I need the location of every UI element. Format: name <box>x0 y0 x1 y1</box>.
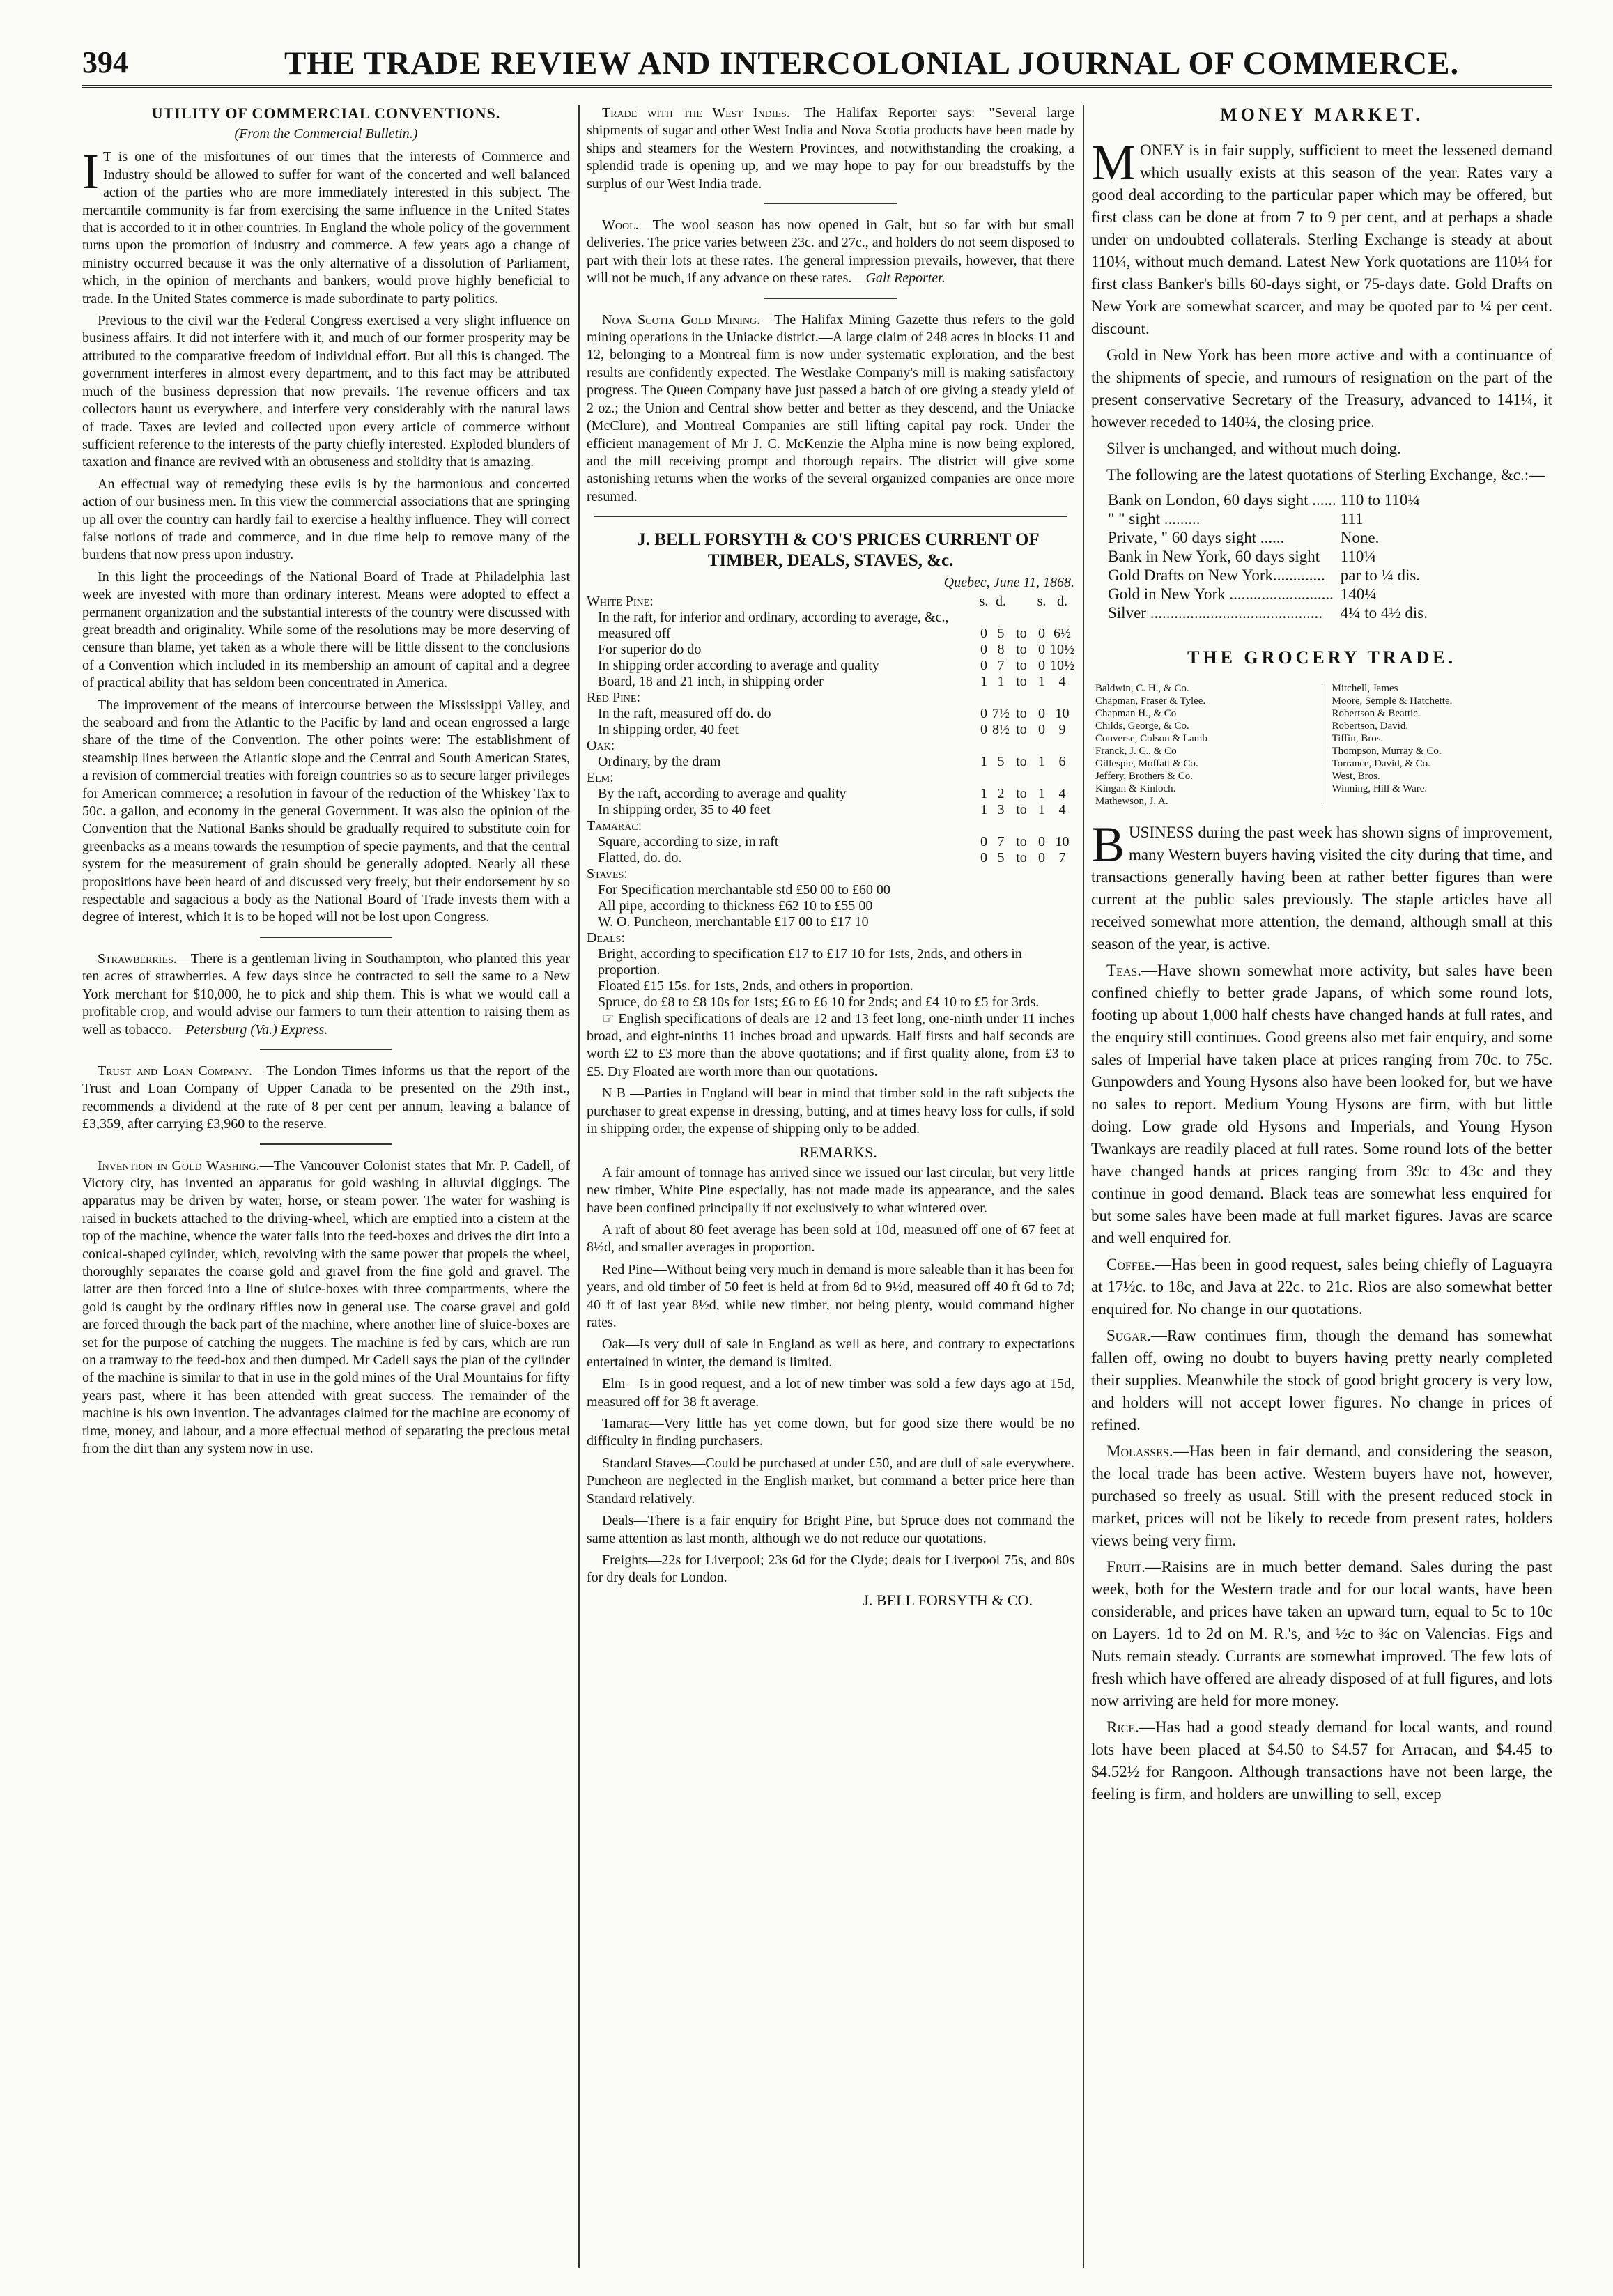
column-1 <box>82 105 570 2275</box>
column-rule <box>578 105 580 2268</box>
grocery-fruit: Fruit.—Raisins are in much better demand. Sales during the past week, both for the Western trade and for our local wants, have been considerable, and prices have taken an upward turn, equal to 5c to 10c on Layers. 1d to 2d on M. R.'s, and ½c to ¾c on Valencias. Figs and Nuts remain steady. Currants are somewhat improved. The few lots of fresh which have offered are already disposed of at full figures, and lots now arriving are held for more money. <box>1091 1558 1552 1709</box>
quotation-row: Gold in New York .......................... 140¼ <box>1108 585 1377 603</box>
pointing-hand-icon: ☞ <box>602 1010 619 1026</box>
prices-note: ☞ English specifications of deals are 12 and 13 feet long, one-ninth under 11 inches broad, and eight-ninths 11 inches broad and upwards. Half firsts and half seconds are worth £2 to £3 more than the above quotations; and if first quality alone, from £3 to £5. Dry Floated are worth more than our quotations. <box>587 1010 1074 1079</box>
article-paragraph: The improvement of the means of intercourse between the Mississippi Valley, and the seaboard and from the Atlantic to the Pacific by land and ocean engrossed a large share of the time of the Convention. The other points were: The establishment of steamship lines between the Atlantic slope and the Central and South American States, a revision of commercial treaties with foreign countries so as to secure larger privileges for American commerce; a resolution in favour of the reduction of the Whiskey Tax to 50c. a gallon, and economy in the general Government. It was also the opinion of the Convention that the National Banks should be gradually required to substitute coin for greenbacks as a means towards the resumption of specie payments, and that the central system for the measurement of grain should be generally adopted. Nearly all these propositions have been heard of and discussed very freely, but their endorsement by so respectable and sagacious a body as the National Board of Trade invests them with a degree of interest, which it is to be hoped will not be lost upon Congress. <box>82 697 570 925</box>
table-row: In shipping order, 35 to 40 feet 1 3 to 1 4 <box>598 801 1066 817</box>
table-row: In shipping order, 40 feet 0 8½ to 0 9 <box>598 721 1066 737</box>
table-row: All pipe, according to thickness £62 10 to £55 00 <box>598 897 873 914</box>
grocery-teas: Teas.—Have shown somewhat more activity, but sales have been confined chiefly to better grade Japans, of which some round lots, footing up about 1,000 half chests have changed hands at full rates, and the enquiry still continues. Good greens also met fair enquiry, and some sales of Imperial have taken place at prices ranging from 70c. to 75c. Gunpowders and Young Hysons also have been looked for, but we have no sales to report. Medium Young Hysons are firm, with but little doing. Low grade old Hysons and Imperials, and Young Hyson Twankays are readily placed at full rates. Some round lots of the better have changed hands at prices ranging from 39c to 43c and they continue in good demand. Black teas are somewhat less enquired for but some sales have been made at full market figures. Javas are scarce and well enquired for. <box>1091 962 1552 1247</box>
article-paragraph: An effectual way of remedying these evils is by the harmonious and concerted action of our business men. In this view the commercial associations that are springing up all over the country can hardly fail to exercise a healthy influence. They will correct false notions of trade and commerce, and in due time help to remove many of the burdens that now press upon industry. <box>82 476 570 563</box>
remarks-paragraph: Freights—22s for Liverpool; 23s 6d for the Clyde; deals for Liverpool 75s, and 80s for dry deals for London. <box>587 1552 1074 1586</box>
article-paragraph: Silver is unchanged, and without much doing. <box>1106 440 1401 457</box>
grocery-coffee: Coffee.—Has been in good request, sales being chiefly of Laguayra at 17½c. to 18c, and Java at 22c. to 21c. Rios are also somewhat better enquired for. No change in our quotations. <box>1091 1256 1552 1318</box>
sterling-quotations <box>1108 491 1432 622</box>
remarks-paragraph: A fair amount of tonnage has arrived since we issued our last circular, but very little new timber, White Pine especially, has not made made its appearance, and the sales have been confined principally if not exclusively to what wintered over. <box>587 1164 1074 1216</box>
money-market-title: MONEY MARKET. <box>1220 105 1423 125</box>
remarks-paragraph: Tamarac—Very little has yet come down, but for good size there would be no difficulty in finding purchasers. <box>587 1416 1074 1449</box>
quotation-row: Silver ........................................... 4¼ to 4½ dis. <box>1108 604 1428 622</box>
quotation-row: Gold Drafts on New York............. par to ¼ dis. <box>1108 567 1421 584</box>
news-item-nova-scotia: Nova Scotia Gold Mining.—The Halifax Mining Gazette thus refers to the gold mining operations in the Uniacke district.—A large claim of 248 acres in blocks 11 and 12, belonging to a Montreal firm is now under systematic exploration, and the best results are confidently expected. The Westlake Company's mill is making satisfactory progress. The Queen Company have just passed a batch of ore giving a steady yield of 2 oz.; the Union and Central show better and better as they descend, and the Uniacke (McClure), and Montreal Companies are still lifting capital pay rock. Under the efficient management of Mr J. C. McKenzie the Alpha mine is now being explored, and the mill receiving prompt and thorough repairs. The district will give some astonishing returns when the works of the several organized companies are once more resumed. <box>587 311 1074 504</box>
article-paragraph: The following are the latest quotations of Sterling Exchange, &c.:— <box>1106 466 1545 484</box>
quotation-row: Private, " 60 days sight ...... None. <box>1108 529 1380 546</box>
table-row: By the raft, according to average and quality 1 2 to 1 4 <box>598 785 1066 801</box>
table-row: Ordinary, by the dram 1 5 to 1 6 <box>598 753 1066 769</box>
news-item-gold-washing: Invention in Gold Washing.—The Vancouver Colonist states that Mr. P. Cadell, of Victory city, has invented an apparatus for gold washing in alluvial diggings. The apparatus may be driven by water, horse, or steam power. The water for washing is raised in buckets attached to the driving-wheel, which are emptied into a cistern at the top of the machine, whence the water falls into the feed-boxes and drives the dirt into a conical-shaped cylinder, which, revolving with the same power that propels the wheel, thoroughly separates the coarse gold and gravel from the fine gold and gravel. The latter are then forced into a line of sluice-boxes with three compartments, where the gold is caught by the ordinary riffles now in general use. The coarse gravel and gold are forced through the back part of the machine, where another line of sluice-boxes are set for the purpose of catching the nuggets. The machine is fed by cars, which are run on a tramway to the feed-box and then dumped. Mr Cadell says the plan of the cylinder of the machine is similar to that in use in the gold mines of the Ural Mountains for fifty years past, where it has been attended with great success. The remainder of the machine is his own invention. The advantages claimed for the machine are economy of time, money, and labour, and a more effectual method of separating the precious metal from the dirt than any system now in use. <box>82 1157 570 1457</box>
article-source: (From the Commercial Bulletin.) <box>234 126 418 141</box>
quotation-row: Bank on London, 60 days sight ...... 110 to 110¼ <box>1108 491 1420 509</box>
article-title: UTILITY OF COMMERCIAL CONVENTIONS. <box>151 105 501 122</box>
table-row: Flatted, do. do. 0 5 to 0 7 <box>598 849 1066 865</box>
table-row: Floated £15 15s. for 1sts, 2nds, and others in proportion. <box>598 978 913 994</box>
drop-cap: M <box>1091 134 1136 190</box>
news-item-wool: Wool.—The wool season has now opened in Galt, but so far with but small deliveries. The price varies between 23c. and 27c., and holders do not seem disposed to part with their lots at these rates. The general impression prevails, however, that there will not be much, if any advance on these rates.—Galt Reporter. <box>587 217 1074 286</box>
firm-row: Franck, J. C., & Co Thompson, Murray & Co. <box>1091 745 1552 757</box>
table-row: Spruce, do £8 to £8 10s for 1sts; £6 to £6 10 for 2nds; and £4 10 to £5 for 3rds. <box>598 994 1040 1010</box>
table-row: Bright, according to specification £17 to £17 10 for 1sts, 2nds, and others in proportion. <box>598 946 1022 978</box>
prices-table: White Pine: s. d. s. d. In the raft, for inferior and ordinary, according to average, &c., measured off 0 5 to 0 6½ For superior do do 0 8 to 0 10½ In shipping order according to average and quality 0 7 to 0 10½ Board, 18 and 21 inch, in shipping order 1 1 to 1 4 Red Pine: In the raft, measured off do. do 0 7½ to 0 10 In shipping order, 40 feet 0 8½ to 0 9 Oak: Ordinary, by the dram 1 5 to 1 6 Elm: By the raft, according to average and quality 1 2 to 1 4 In shipping order, 35 to 40 feet 1 3 to 1 4 Tamarac: Square, according to size, in raft 0 7 to 0 10 Flatted, do. do. 0 5 to 0 7 Staves: For Specification merchantable std £50 00 to £60 00 All pipe, according to thickness £62 10 to £55 00 W. O. Puncheon, merchantable £17 00 to £17 10 Deals: Bright, according to specification £17 to £17 10 for 1sts, 2nds, and others in proportion. Floated £15 15s. for 1sts, 2nds, and others in proportion. Spruce, do £8 to £8 10s for 1sts; £6 to £6 10 for 2nds; and £4 10 to £5 for 3rds. <box>587 593 1074 1010</box>
article-paragraph: BUSINESS during the past week has shown signs of improvement, many Western buyers having visited the city during that time, and transactions generally having been at rather better figures than were current at the public sales previously. The staple articles have all received somewhat more attention, the demand, although small at this season of the year, is active. <box>1091 817 1552 953</box>
journal-title: THE TRADE REVIEW AND INTERCOLONIAL JOURNAL OF COMMERCE. <box>284 45 1460 82</box>
separator <box>260 1049 392 1050</box>
table-row: For Specification merchantable std £50 00 to £60 00 <box>598 881 890 897</box>
separator <box>260 1143 392 1145</box>
grocery-rice: Rice.—Has had a good steady demand for local wants, and round lots have been placed at $4.50 to $4.57 for Arracan, and $4.45 to $4.52½ for Rangoon. Although transactions have not been large, the feeling is firm, and holders are unwilling to sell, excep <box>1091 1718 1552 1803</box>
page-number: 394 <box>82 45 128 79</box>
separator <box>594 516 1067 517</box>
article-paragraph: Gold in New York has been more active and with a continuance of the shipments of specie, and rumours of resignation on the part of the present conservative Secretary of the Treasury, advanced to 141¼, it however receded to 140¼, the closing price. <box>1091 346 1552 431</box>
signature: J. BELL FORSYTH & CO. <box>863 1591 1033 1609</box>
separator <box>764 298 897 299</box>
firm-row: Kingan & Kinloch. Winning, Hill & Ware. <box>1091 783 1552 795</box>
remarks-paragraph: A raft of about 80 feet average has been sold at 10d, measured off one of 67 feet at 8½d, and smaller averages in proportion. <box>587 1222 1074 1256</box>
firm-row: Mathewson, J. A. <box>1091 795 1552 808</box>
table-row: W. O. Puncheon, merchantable £17 00 to £17 10 <box>598 914 869 930</box>
news-item-strawberries: Strawberries.—There is a gentleman living in Southampton, who planted this year ten acres of strawberries. A few days since he contracted to sell the same to a New York merchant for $10,000, he to pick and ship them. This is what we would call a profitable crop, and would advise our farmers to turn their attention to raising them as well as tobacco.—Petersburg (Va.) Express. <box>82 950 570 1038</box>
firm-row: Chapman, Fraser & Tylee. Moore, Semple & Hatchette. <box>1091 695 1552 707</box>
table-row: In shipping order according to average and quality 0 7 to 0 10½ <box>598 657 1074 673</box>
firm-row: Jeffery, Brothers & Co. West, Bros. <box>1091 770 1552 783</box>
remarks-paragraph: Standard Staves—Could be purchased at under £50, and are dull of sale everywhere. Puncheon are neglected in the English market, but command a better price here than Standard relatively. <box>587 1455 1074 1507</box>
table-row: Board, 18 and 21 inch, in shipping order 1 1 to 1 4 <box>598 673 1066 689</box>
prices-current-date: Quebec, June 11, 1868. <box>943 575 1074 591</box>
page-header <box>82 42 1552 88</box>
remarks-paragraph: Oak—Is very dull of sale in England as well as here, and contrary to expectations entertained in winter, the demand is limited. <box>587 1336 1074 1370</box>
grocery-trade-title: THE GROCERY TRADE. <box>1187 647 1456 668</box>
table-row: In the raft, measured off do. do 0 7½ to 0 10 <box>598 705 1070 721</box>
column-3 <box>1091 105 1552 2275</box>
column-rule <box>1083 105 1084 2268</box>
firm-row: Gillespie, Moffatt & Co. Torrance, David, & Co. <box>1091 757 1552 770</box>
remarks-title: REMARKS. <box>799 1143 877 1162</box>
article-paragraph: Previous to the civil war the Federal Congress exercised a very slight influence on business affairs. It did not interfere with it, and much of our former prosperity may be attributed to the comparative freedom of individual effort. But all this is changed. The government interferes in almost every department, and to this fact may be attributed much of the business depression that now prevails. The revenue officers and tax collectors haunt us everywhere, and interfere very considerably with the natural laws of trade. Taxes are levied and collected upon every article of commerce without sufficient reference to the interests of the party chiefly interested. Exploded blunders of taxation and finance are revived with an obtuseness and stolidity that is amazing. <box>82 313 570 470</box>
firms-list <box>1091 682 1552 808</box>
table-row: Square, according to size, in raft 0 7 to 0 10 <box>598 833 1070 849</box>
firm-row: Childs, George, & Co. Robertson, David. <box>1091 720 1552 732</box>
article-paragraph: I T is one of the misfortunes of our times that the interests of Commerce and Industry should be allowed to suffer for want of the concerted and well balanced action of the parties who are more immediately interested in this subject. The mercantile community is far from exercising the same influence in the United States that is accorded to it in other countries. In England the whole policy of the government turns upon the promotion of industry and commerce. A few years ago a change of ministry occurred because it was the only alternative of a dissolution of Parliament, which, in the opinion of merchants and bankers, would prove highly beneficial to trade. In the United States commerce is made subordinate to party politics. <box>82 144 570 307</box>
prices-note: N B —Parties in England will bear in mind that timber sold in the raft subjects the purchaser to great expense in dressing, butting, and at times heavy loss for culls, if sold in shipping order, the expense of shipping only to be added. <box>587 1086 1074 1137</box>
firm-row: Converse, Colson & Lamb Tiffin, Bros. <box>1091 732 1552 745</box>
article-paragraph: In this light the proceedings of the National Board of Trade at Philadelphia last week are invested with more than ordinary interest. Means were adopted to effect a permanent organization and the substantial interests of the country were discussed with great breadth and originality. While some of the resolutions may be more deserving of censure than blame, yet taken as a whole there will be little dissent to the conclusions of a Convention which included in its membership an amount of capital and a degree of practical ability that has seldom been concentrated in America. <box>82 569 570 691</box>
firm-row: Chapman H., & Co Robertson & Beattie. <box>1091 707 1552 720</box>
grocery-sugar: Sugar.—Raw continues firm, though the demand has somewhat fallen off, owing no doubt to buyers having pretty nearly completed their supplies. Meanwhile the stock of good bright grocery is very low, and holders will not accept lower figures. No change in prices of refined. <box>1091 1327 1552 1433</box>
article-paragraph: MONEY is in fair supply, sufficient to meet the lessened demand which usually exists at this season of the year. Rates vary a good deal according to the particular paper which may be offered, but first class can be done at from 7 to 9 per cent, and at perhaps a shade under on undoubted collaterals. Sterling Exchange is steady at about 110¼, without much demand. Latest New York quotations are 110¼ for first class Banker's bills 60-days sight, or 75-days date. Gold Drafts on New York are somewhat scarcer, and may be quoted par to ¼ per cent. discount. <box>1091 134 1552 337</box>
prices-current-title: J. BELL FORSYTH & CO'S PRICES CURRENT OF TIMBER, DEALS, STAVES, &c. <box>637 530 1040 571</box>
news-item-west-indies: Trade with the West Indies.—The Halifax Reporter says:—"Several large shipments of sugar and other West India and Nova Scotia products have been made by ships and steamers for the Western Provinces, and notwithstanding the croaking, a splendid trade is opening up, and we may hope to pay for our breadstuffs by the surplus of our West India trade. <box>587 105 1074 192</box>
table-row: In the raft, for inferior and ordinary, according to average, &c., measured off 0 5 to 0 6½ <box>598 609 1071 641</box>
separator <box>260 937 392 938</box>
table-row: For superior do do 0 8 to 0 10½ <box>598 641 1074 657</box>
separator <box>764 203 897 204</box>
news-item-trust-loan: Trust and Loan Company.—The London Times informs us that the report of the Trust and Loan Company of Upper Canada to be presented on the 29th inst., recommends a dividend at the rate of 8 per cent per annum, leaving a balance of £3,359, after carrying £3,960 to the reserve. <box>82 1063 570 1132</box>
remarks-paragraph: Elm—Is in good request, and a lot of new timber was sold a few days ago at 15d, measured off for 38 ft average. <box>587 1376 1074 1410</box>
remarks-paragraph: Deals—There is a fair enquiry for Bright Pine, but Spruce does not command the same attention as last month, although we do not reduce our quotations. <box>587 1513 1074 1546</box>
quotation-row: Bank in New York, 60 days sight 110¼ <box>1108 548 1376 565</box>
column-2 <box>587 105 1074 2275</box>
quotation-row: " " sight ......... 111 <box>1108 510 1364 527</box>
drop-cap: B <box>1091 817 1125 872</box>
grocery-molasses: Molasses.—Has been in fair demand, and considering the season, the local trade has been active. Western buyers have not, however, purchased so freely as usual. Still with the present reduced stock in market, prices will not be likely to recede from present rates, holders views being very firm. <box>1091 1442 1552 1549</box>
remarks-paragraph: Red Pine—Without being very much in demand is more saleable than it has been for years, and old timber of 50 feet is held at from 8d to 9½d, measured off 40 ft 6d to 7d; 40 ft of last year 8½d, while new timber, not being plenty, would command higher rates. <box>587 1261 1074 1331</box>
drop-cap: I <box>82 144 99 200</box>
firm-row: Baldwin, C. H., & Co. Mitchell, James <box>1091 682 1552 695</box>
